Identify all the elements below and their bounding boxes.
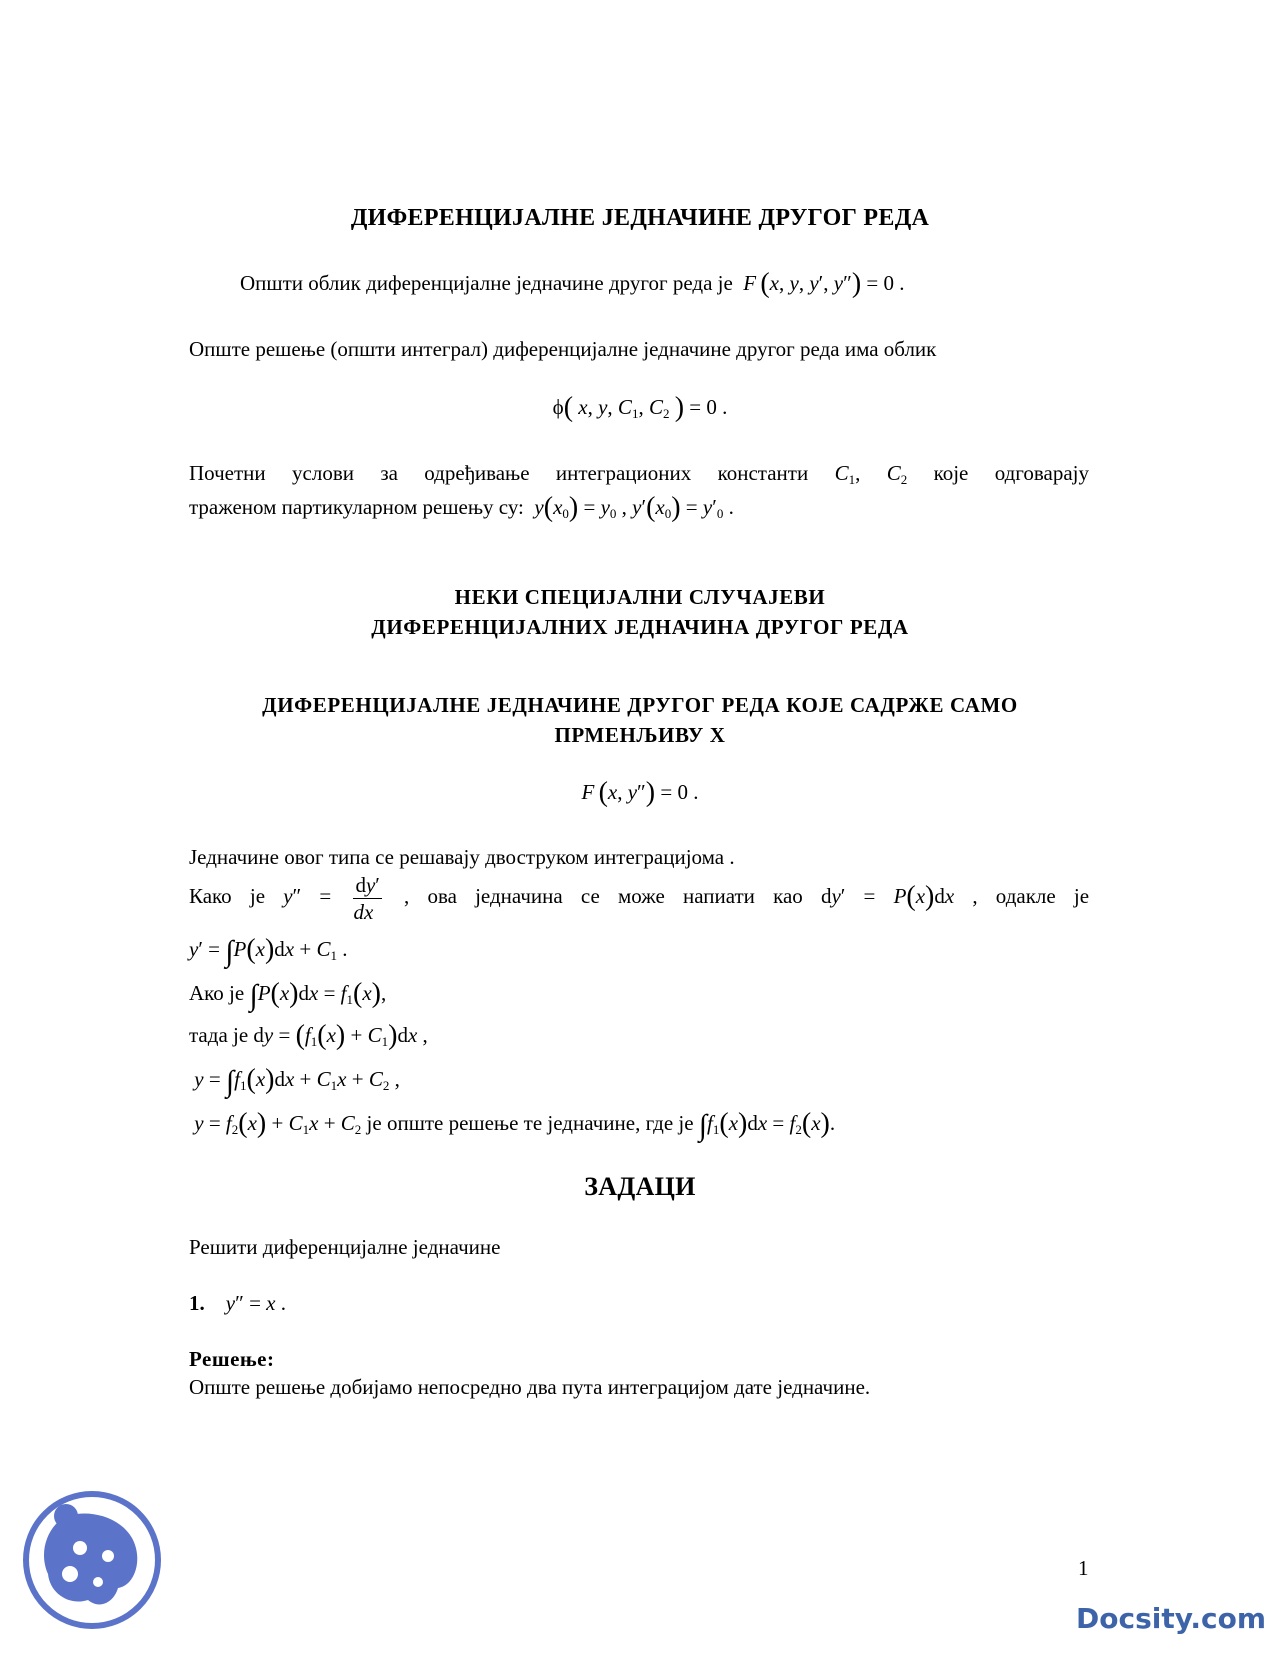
solution-text: Опште решење добијамо непосредно два пута интеграцијом дате једначине. xyxy=(189,1375,871,1399)
first-integral-line: $y' = \int P(x)dx + C_1$ . xyxy=(189,934,348,968)
docsity-watermark: Docsity.com xyxy=(1076,1602,1267,1635)
general-form-text: Општи облик диференцијалне једначине другог реда је xyxy=(240,271,733,295)
tasks-intro: Решити диференцијалне једначине xyxy=(189,1235,501,1259)
if-line: Ако је $\int P(x)dx = f_1(x)$, xyxy=(189,978,387,1012)
task-1: 1. y″ = x . xyxy=(189,1291,286,1315)
section-equation: F (x, y″) = 0 . xyxy=(581,777,699,808)
solution-label: Решење: xyxy=(189,1347,275,1371)
general-solution-line: $y = f_2(x) + C_1x + C_2$ је опште решење те једначине, где је $\int f_1(x)dx = f_2(x)$. xyxy=(194,1108,836,1142)
initial-conditions-line1: Почетни услови за одређивање интеграционих константи $C_1$, $C_2$ које одговарају xyxy=(189,461,1090,487)
initial-conditions-line2: траженом партикуларном решењу су: $y(x_0) = y_0$ , $y'(x_0) = y'_0$ . xyxy=(189,492,734,523)
since-line: Како је y″ = $\frac{dy'}{dx}$ , ова једначина се може напиати као dy′ = P(x)dx , одакле је xyxy=(189,872,1090,924)
general-solution-equation: ϕ( x, y, $C_1$, $C_2$ ) = 0 . xyxy=(552,392,728,423)
general-solution-paragraph: Опште решење (општи интеграл) диференцијалне једначине другог реда има облик xyxy=(189,337,937,361)
tasks-heading: ЗАДАЦИ xyxy=(584,1172,696,1201)
special-cases-heading: НЕКИ СПЕЦИЈАЛНИ СЛУЧАЈЕВИ ДИФЕРЕНЦИЈАЛНИХ ЈЕДНАЧИНА ДРУГОГ РЕДА xyxy=(371,585,909,639)
general-form-equation: F (x, y, y′, y″) = 0 . xyxy=(743,268,905,299)
page-number: 1 xyxy=(1078,1556,1089,1580)
double-integration-text: Једначине овог типа се решавају двоструком интеграцијома . xyxy=(189,845,735,869)
docsity-logo-icon xyxy=(22,1490,162,1630)
general-form-paragraph xyxy=(240,268,1140,298)
page-title: ДИФЕРЕНЦИЈАЛНЕ ЈЕДНАЧИНЕ ДРУГОГ РЕДА xyxy=(350,205,930,231)
then-line: тада је dy = $(f_1(x) + C_1)dx$ , xyxy=(189,1020,428,1051)
second-integral-line: $y = \int f_1(x)dx + C_1x + C_2$ , xyxy=(194,1064,400,1098)
section-heading: ДИФЕРЕНЦИЈАЛНЕ ЈЕДНАЧИНЕ ДРУГОГ РЕДА КОЈЕ САДРЖЕ САМО ПРМЕНЉИВУ X xyxy=(262,693,1018,747)
